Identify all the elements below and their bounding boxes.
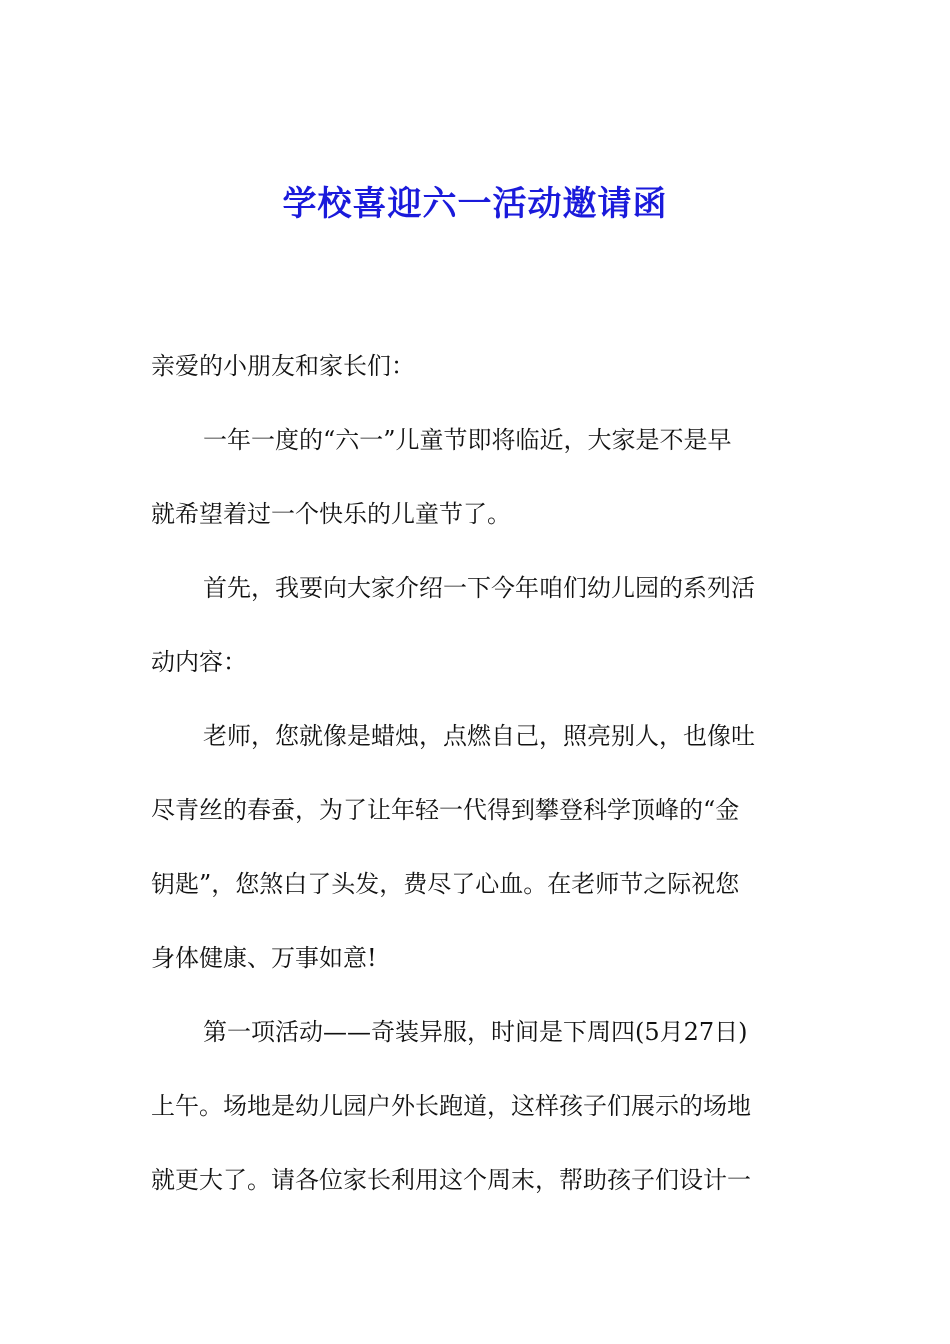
- paragraph-line: 第一项活动——奇装异服，时间是下周四(5月27日): [203, 1018, 748, 1046]
- paragraph-line: 就希望着过一个快乐的儿童节了。: [151, 500, 511, 528]
- salutation-line: 亲爱的小朋友和家长们：: [151, 352, 415, 380]
- document-title: 学校喜迎六一活动邀请函: [282, 184, 668, 224]
- paragraph-line: 一年一度的“六一”儿童节即将临近，大家是不是早: [203, 426, 732, 454]
- paragraph-line: 就更大了。请各位家长利用这个周末，帮助孩子们设计一: [151, 1166, 751, 1194]
- paragraph-line: 动内容：: [151, 648, 247, 676]
- document-body: [151, 329, 791, 1217]
- paragraph-line: 尽青丝的春蚕，为了让年轻一代得到攀登科学顶峰的“金: [151, 796, 740, 824]
- paragraph-line: 钥匙”，您煞白了头发，费尽了心血。在老师节之际祝您: [151, 870, 740, 898]
- paragraph-line: 身体健康、万事如意!: [151, 944, 377, 972]
- paragraph-line: 上午。场地是幼儿园户外长跑道，这样孩子们展示的场地: [151, 1092, 751, 1120]
- paragraph-line: 老师，您就像是蜡烛，点燃自己，照亮别人，也像吐: [203, 722, 755, 750]
- paragraph-line: 首先，我要向大家介绍一下今年咱们幼儿园的系列活: [203, 574, 755, 602]
